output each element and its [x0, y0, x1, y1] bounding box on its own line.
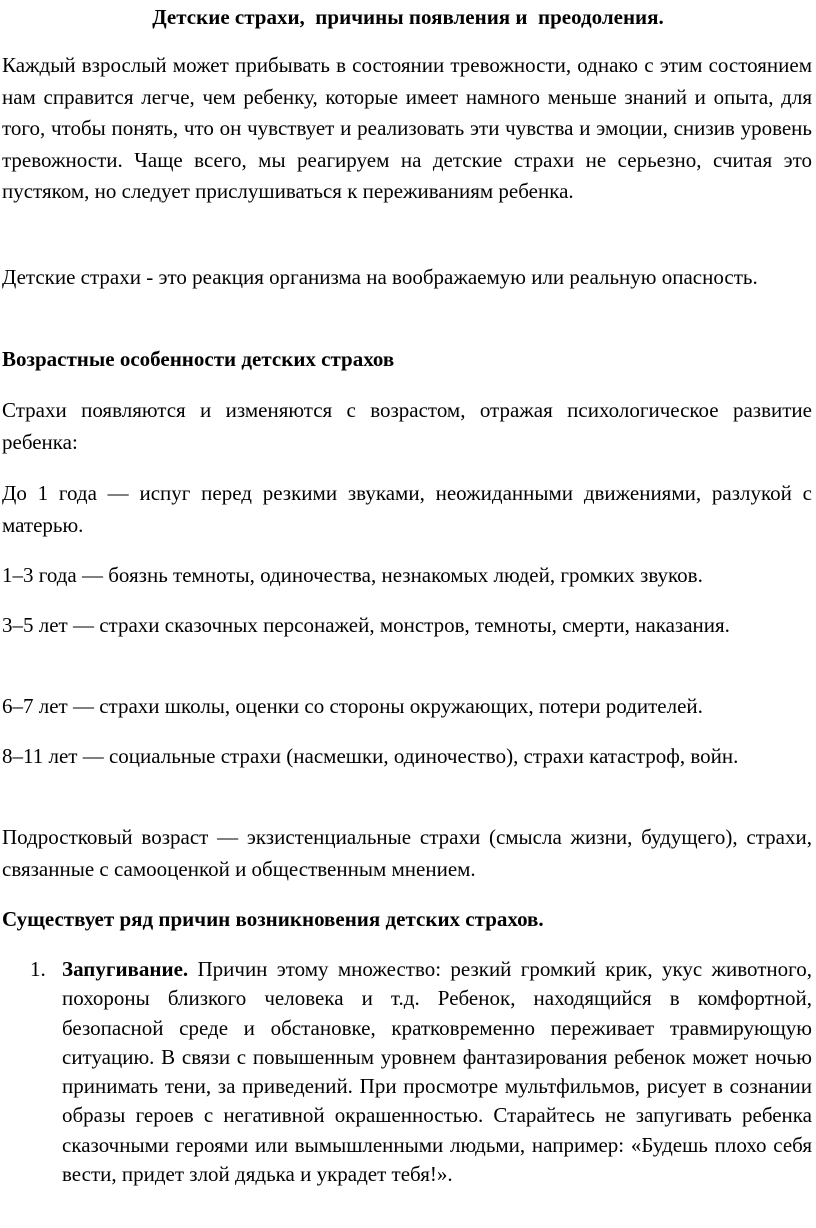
age-item-8-11: 8–11 лет — социальные страхи (насмешки, одиночество), страхи катастроф, войн. — [2, 744, 739, 768]
causes-list — [0, 955, 816, 1189]
list-item-text: Причин этому множество: резкий громкий крик, укус животного, похороны близкого человека и т.д. Ребенок, находящийся в комфортной, безопасной среде и обстановке, кратковременно переживает травмирующую ситуацию. В связи с повышенным уровнем фантазирования ребенок может ночью принимать тени, за приведений. При просмотре мультфильмов, рисует в сознании образы героев с негативной окрашенностью. Старайтесь не запугивать ребенка сказочными героями или вымышленными людьми, например: «Будешь плохо себя вести, придет злой дядька и украдет тебя!». — [62, 957, 812, 1187]
age-item-under-1: До 1 года — испуг перед резкими звуками, неожиданными движениями, разлукой с матерью. — [2, 481, 812, 537]
list-item-number: 1. — [30, 957, 46, 981]
intro-paragraph: Каждый взрослый может прибывать в состоянии тревожности, однако с этим состоянием нам справится легче, чем ребенку, которые имеет намного меньше знаний и опыта, для того, чтобы понять, что он чувствует и реализовать эти чувства и эмоции, снизив уровень тревожности. Чаще всего, мы реагируем на детские страхи не серьезно, считая это пустяком, но следует прислушиваться к переживаниям ребенка. — [2, 53, 812, 203]
age-item-3-5: 3–5 лет — страхи сказочных персонажей, монстров, темноты, смерти, наказания. — [2, 613, 730, 637]
list-item-body — [62, 955, 812, 1189]
age-intro-paragraph: Страхи появляются и изменяются с возрастом, отражая психологическое развитие ребенка: — [2, 398, 812, 454]
causes-heading: Существует ряд причин возникновения детских страхов. — [2, 907, 544, 931]
definition-paragraph: Детские страхи - это реакция организма на воображаемую или реальную опасность. — [2, 265, 758, 289]
age-item-6-7: 6–7 лет — страхи школы, оценки со стороны окружающих, потери родителей. — [2, 694, 703, 718]
list-item-term: Запугивание. — [62, 957, 189, 981]
age-item-1-3: 1–3 года — боязнь темноты, одиночества, незнакомых людей, громких звуков. — [2, 563, 703, 587]
document-title: Детские страхи, причины появления и преодоления. — [152, 5, 664, 29]
list-item — [0, 955, 812, 1189]
age-item-teen: Подростковый возраст — экзистенциальные страхи (смысла жизни, будущего), страхи, связанные с самооценкой и общественным мнением. — [2, 825, 812, 881]
age-heading: Возрастные особенности детских страхов — [2, 347, 395, 371]
